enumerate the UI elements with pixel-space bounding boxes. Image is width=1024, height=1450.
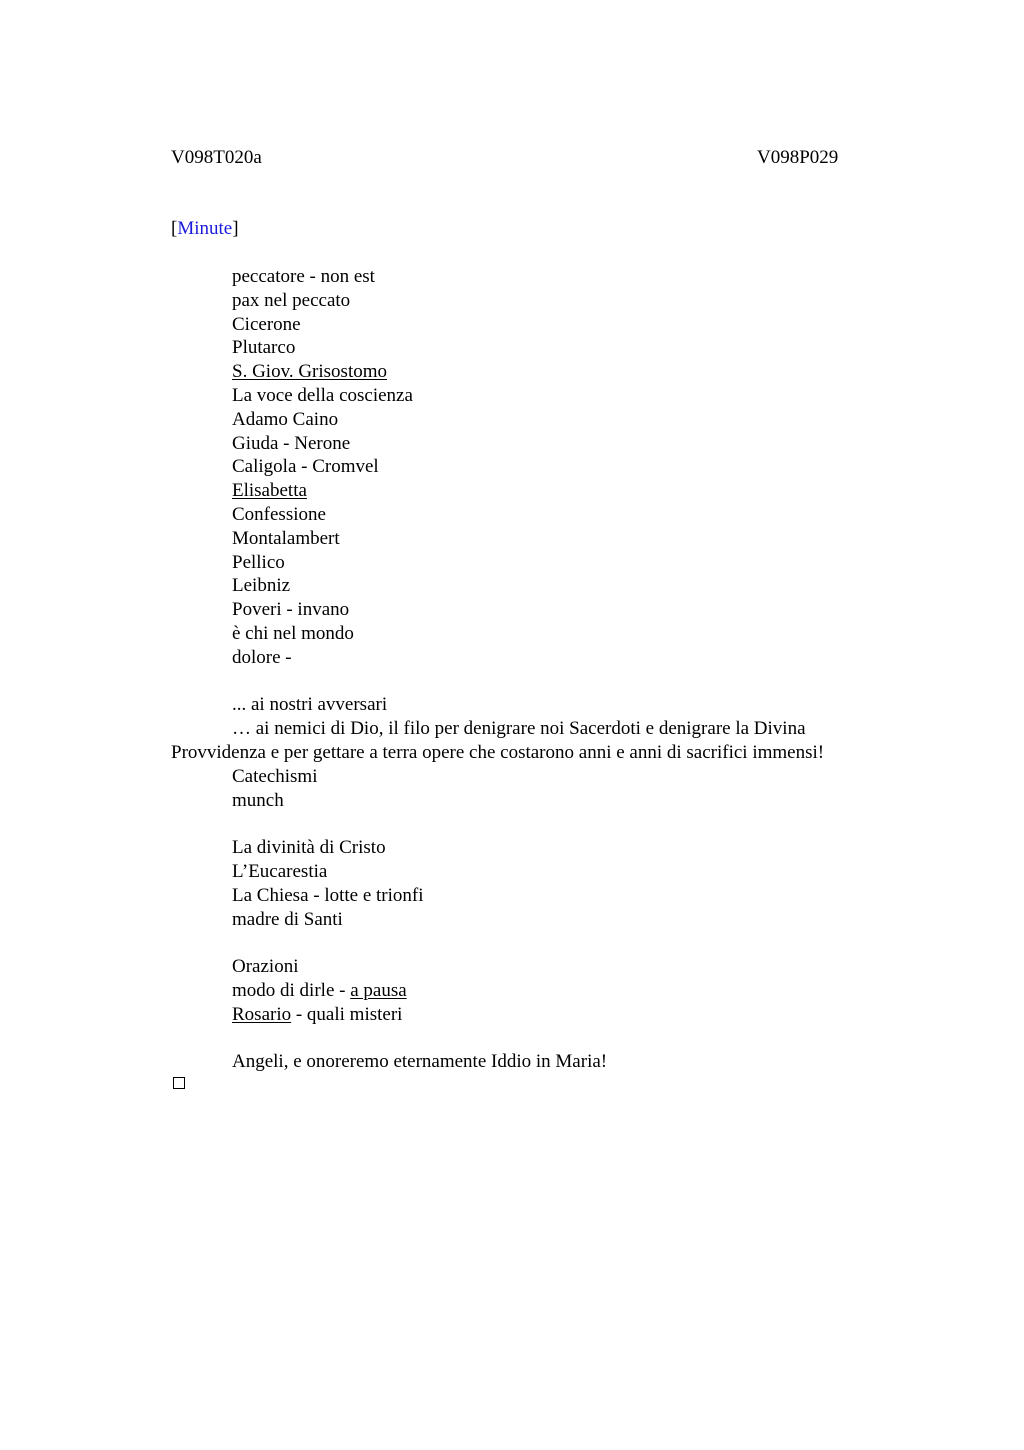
minute-link[interactable]: Minute bbox=[177, 218, 233, 239]
text-line: Catechismi bbox=[232, 765, 318, 787]
list-item: Cicerone bbox=[232, 313, 301, 335]
blank-line bbox=[171, 670, 891, 694]
list-item: Poveri - invano bbox=[232, 599, 350, 621]
list-item: madre di Santi bbox=[232, 908, 343, 930]
list-item: pax nel peccato bbox=[232, 289, 351, 311]
list-item-mixed bbox=[171, 979, 891, 1003]
underlined-text: Elisabetta bbox=[232, 480, 307, 502]
plain-text: modo di dirle - bbox=[232, 979, 351, 1001]
blank-line bbox=[171, 931, 891, 955]
text-paragraph: … ai nemici di Dio, il filo per denigrare noi Sacerdoti e denigrare la Divina Provvidenza e per gettare a terra opere che costarono anni e anni di sacrifici immensi! bbox=[171, 718, 825, 763]
section-tag bbox=[171, 217, 239, 241]
closing-line: Angeli, e onoreremo eternamente Iddio in Maria! bbox=[232, 1051, 608, 1073]
list-item-underlined bbox=[171, 360, 891, 384]
underlined-text: Rosario bbox=[232, 1003, 292, 1025]
list-item: La divinità di Cristo bbox=[232, 837, 386, 859]
list-item: La voce della coscienza bbox=[232, 384, 413, 406]
list-item: peccatore - non est bbox=[232, 266, 375, 287]
list-item: Leibniz bbox=[232, 575, 291, 597]
list-item-mixed bbox=[171, 1003, 891, 1027]
manuscript-body bbox=[171, 265, 891, 1074]
underlined-text: S. Giov. Grisostomo bbox=[232, 361, 388, 383]
list-item: Adamo Caino bbox=[232, 408, 339, 430]
list-item: Caligola - Cromvel bbox=[232, 456, 379, 478]
list-item: Plutarco bbox=[232, 337, 296, 359]
blank-line bbox=[171, 812, 891, 836]
blank-line bbox=[171, 1027, 891, 1051]
end-marker-box bbox=[173, 1077, 185, 1089]
document-code-left: V098T020a bbox=[171, 147, 262, 168]
text-line: ... ai nostri avversari bbox=[232, 694, 388, 716]
open-bracket: [ bbox=[171, 218, 178, 239]
list-item: Montalambert bbox=[232, 527, 340, 549]
list-item: Giuda - Nerone bbox=[232, 432, 351, 454]
text-line: munch bbox=[232, 789, 284, 811]
list-item: La Chiesa - lotte e trionfi bbox=[232, 884, 424, 906]
close-bracket: ] bbox=[232, 218, 239, 239]
list-item: Confessione bbox=[232, 503, 326, 525]
list-item: L’Eucarestia bbox=[232, 860, 328, 882]
plain-text: - quali misteri bbox=[291, 1003, 403, 1025]
page-code-right: V098P029 bbox=[757, 147, 839, 168]
list-item: è chi nel mondo bbox=[232, 622, 354, 644]
list-item: dolore - bbox=[232, 646, 292, 668]
list-item: Pellico bbox=[232, 551, 285, 573]
list-item-underlined bbox=[171, 479, 891, 503]
underlined-text: a pausa bbox=[350, 979, 407, 1001]
list-item: Orazioni bbox=[232, 956, 299, 978]
